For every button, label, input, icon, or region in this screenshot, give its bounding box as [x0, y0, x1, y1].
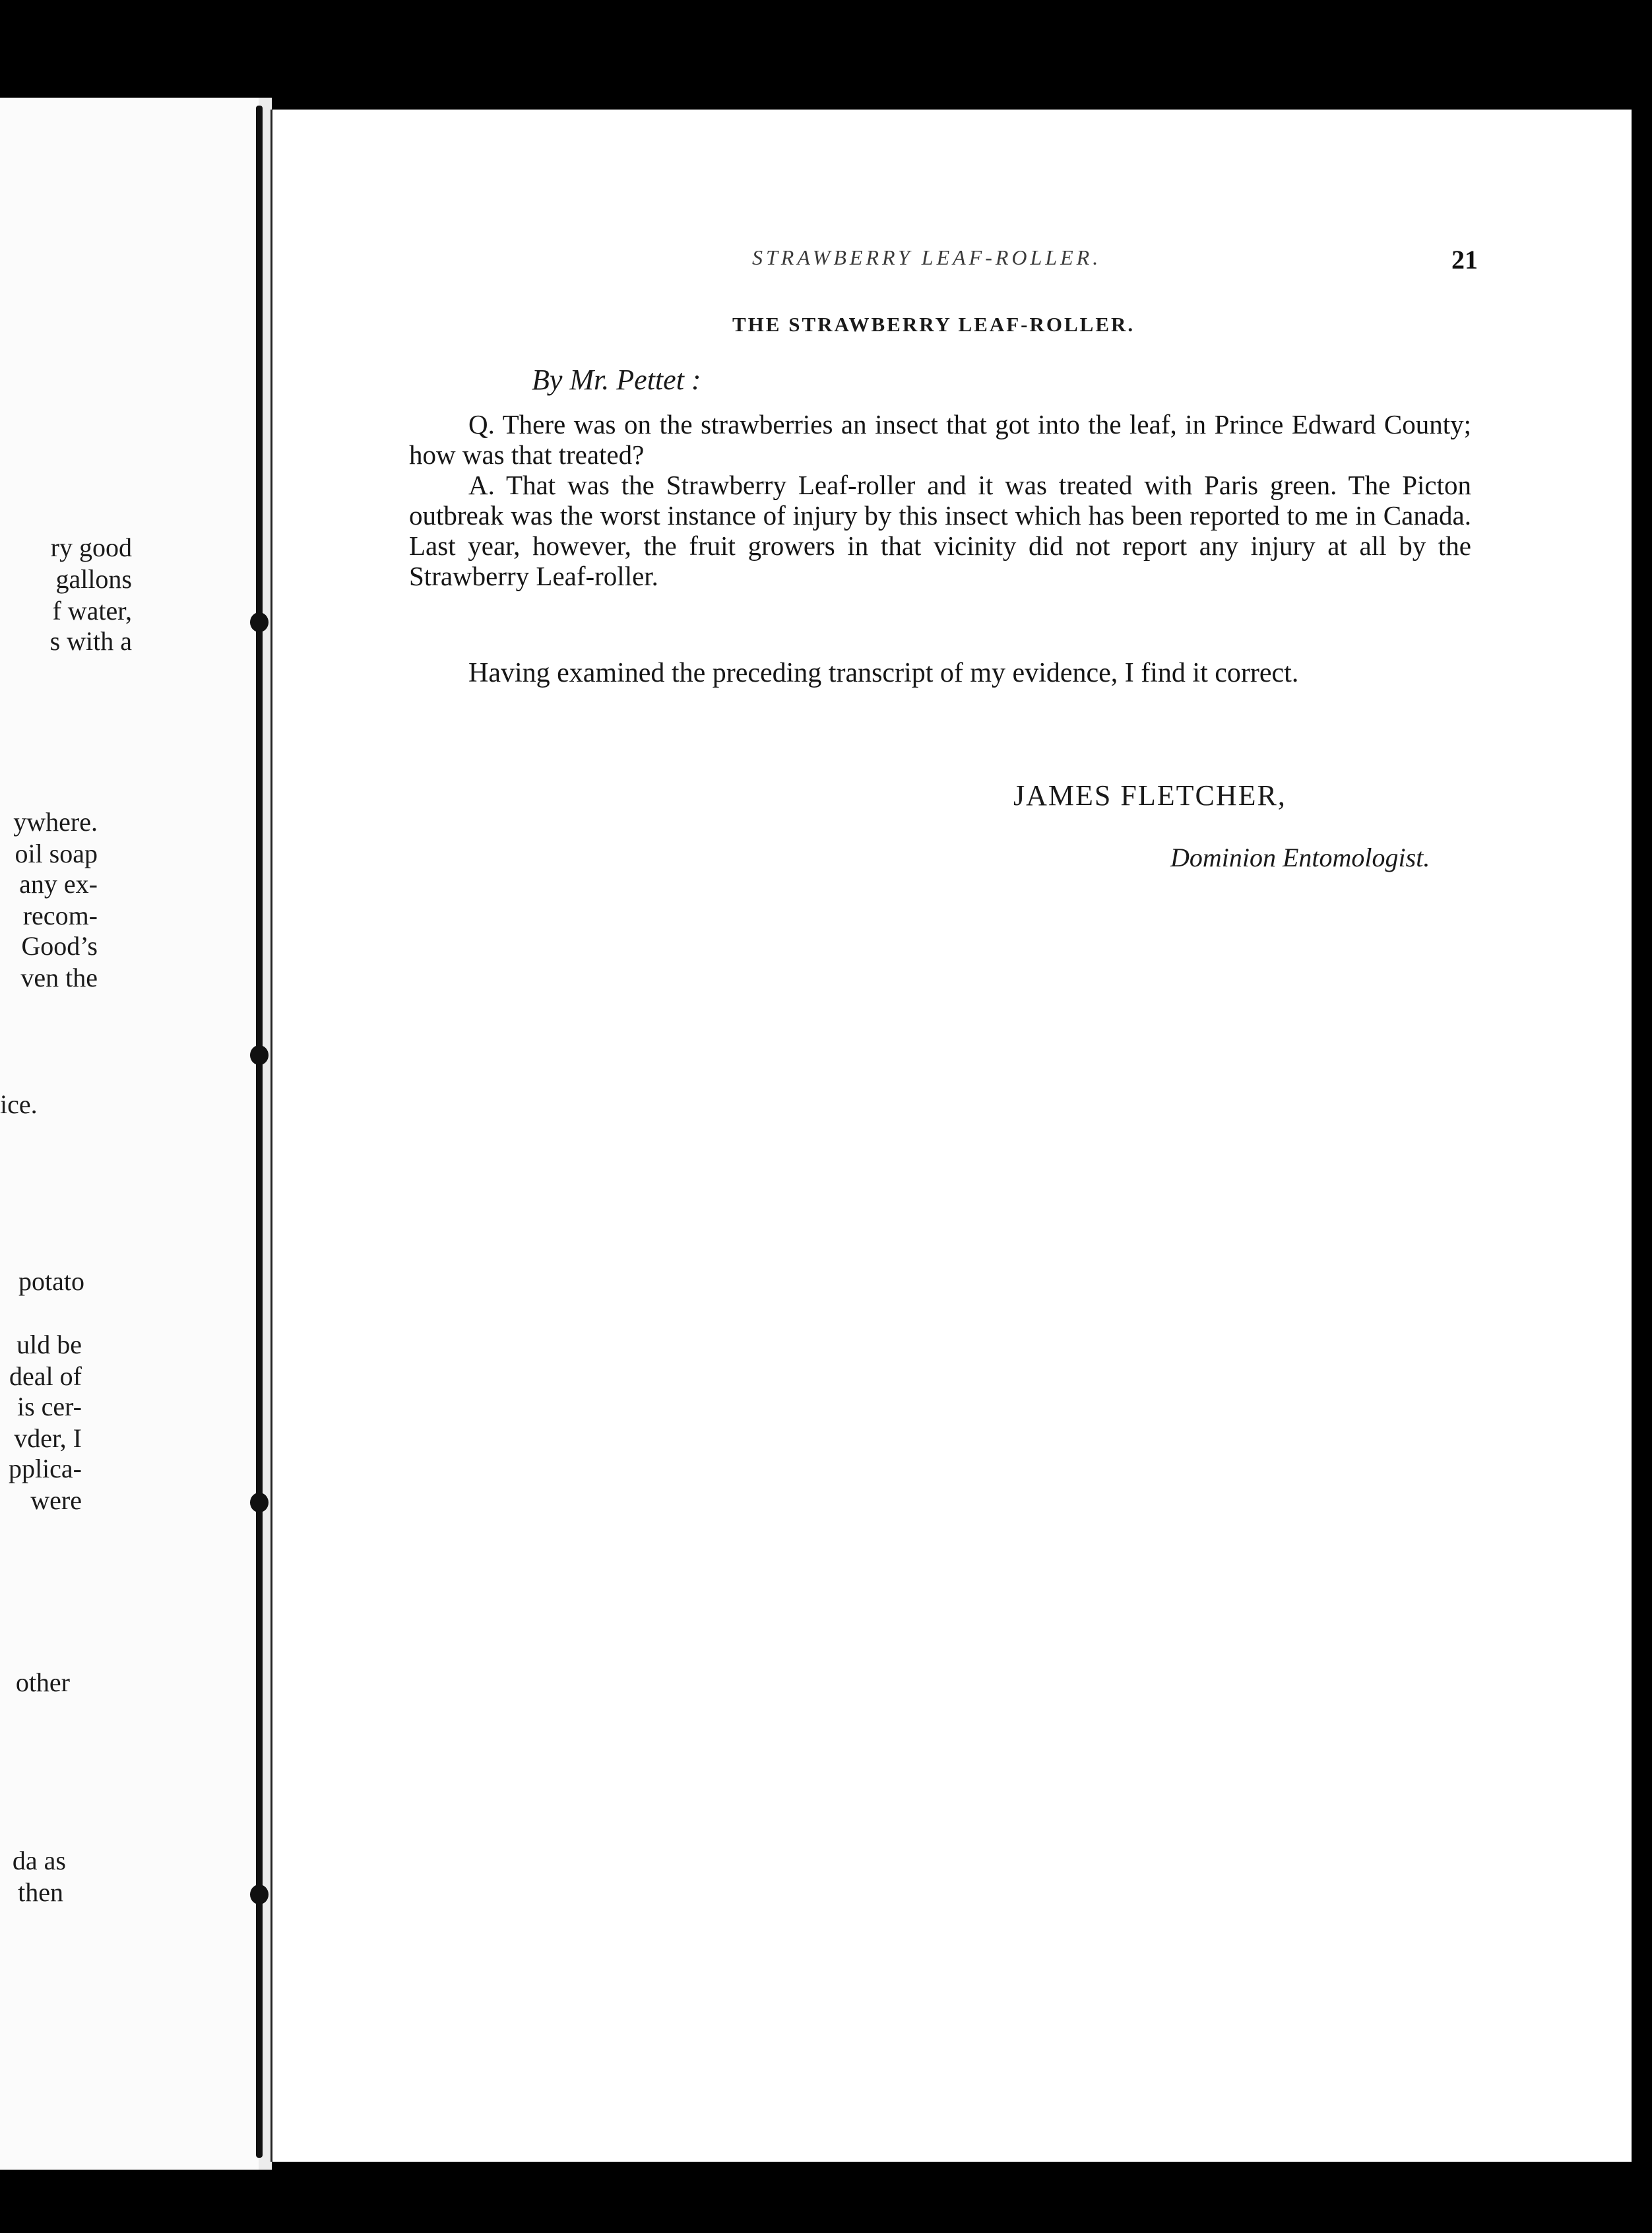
left-page-line: gallons	[55, 564, 132, 594]
verification-statement: Having examined the preceding transcript of my evidence, I find it correct.	[468, 658, 1299, 688]
left-page-line: vder, I	[14, 1423, 82, 1453]
signer-name: JAMES FLETCHER,	[1013, 779, 1287, 812]
binding-stitch	[250, 612, 269, 632]
left-page-line: other	[15, 1667, 70, 1697]
left-page-line: deal of	[9, 1361, 82, 1391]
by-line: By Mr. Pettet :	[532, 364, 701, 396]
left-page-line: f water,	[52, 596, 132, 626]
binding-stitch	[250, 1493, 269, 1512]
left-page-line: oil soap	[15, 839, 98, 868]
question-paragraph: Q. There was on the strawberries an insect that got into the leaf, in Prince Edward County; how was that treated?	[409, 409, 1471, 470]
signer-title: Dominion Entomologist.	[1170, 843, 1430, 872]
left-page-line: recom-	[22, 901, 98, 930]
page-number: 21	[1451, 245, 1478, 275]
binding-line	[256, 106, 263, 2158]
left-page-line: ry good	[50, 533, 132, 562]
left-page-line: potato	[18, 1266, 84, 1296]
left-page-line: ice.	[0, 1089, 38, 1119]
left-page-line: s with a	[49, 626, 132, 656]
binding-stitch	[250, 1045, 269, 1065]
running-head: STRAWBERRY LEAF-ROLLER.	[752, 245, 1102, 269]
answer-paragraph: A. That was the Strawberry Leaf-roller and it was treated with Paris green. The Picton outbreak was the worst instance of injury by this insect which has been reported to me in Canada. Last year, however, the fruit growers in that vicinity did not report any injury at all by the Strawberry Leaf-roller.	[409, 470, 1471, 591]
left-page-line: ven the	[20, 963, 98, 992]
left-page-line: is cer-	[16, 1392, 82, 1421]
left-page-line: Good’s	[21, 931, 98, 961]
section-title: THE STRAWBERRY LEAF-ROLLER.	[732, 313, 1135, 336]
left-page-line: any ex-	[19, 869, 98, 899]
left-page-line: ywhere.	[13, 807, 98, 837]
left-page-line: then	[18, 1877, 63, 1907]
left-page-line: da as	[12, 1846, 66, 1875]
body-text	[409, 409, 1471, 591]
binding-stitch	[250, 1885, 269, 1904]
left-page-line: uld be	[16, 1330, 82, 1359]
left-page-line: pplica-	[8, 1454, 82, 1483]
left-page-line: were	[30, 1485, 82, 1515]
